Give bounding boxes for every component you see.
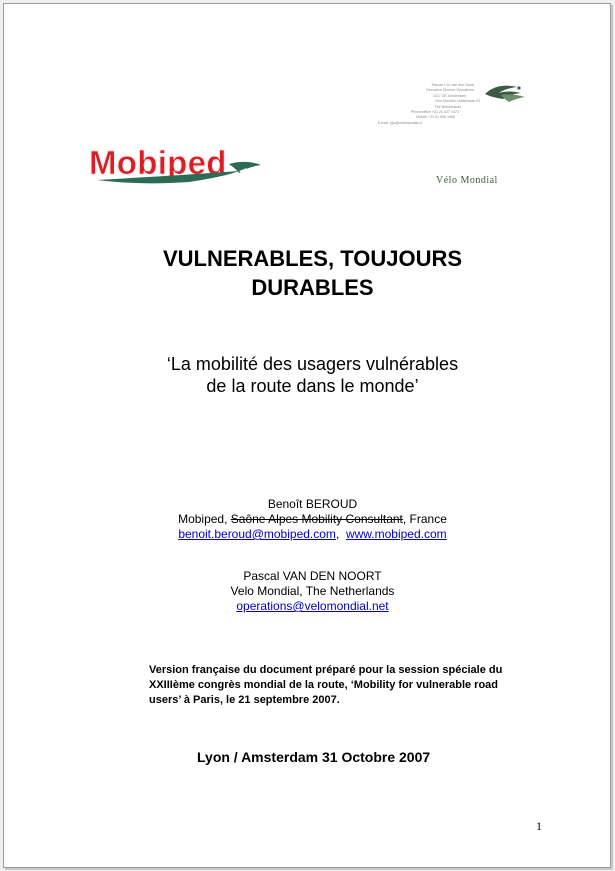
- author-1-org-suffix: , France: [402, 512, 447, 526]
- mobiped-wordmark: Mobiped: [89, 144, 227, 181]
- title-line-1: VULNERABLES, TOUJOURS: [162, 246, 463, 271]
- place-date: Lyon / Amsterdam 31 Octobre 2007: [197, 749, 431, 765]
- author-2-email-link[interactable]: operations@velomondial.net: [236, 599, 389, 613]
- page-subtitle: [4, 353, 615, 397]
- author-1-org-prefix: Mobiped,: [178, 512, 231, 526]
- author-1-separator: ,: [335, 527, 346, 541]
- version-note-line-1: Version française du document préparé pour la session spéciale du: [149, 664, 503, 676]
- author-block-2: [4, 569, 615, 614]
- author-1-email-link[interactable]: benoit.beroud@mobiped.com: [178, 527, 336, 541]
- author-2-affiliation: Velo Mondial, The Netherlands: [230, 584, 395, 598]
- subtitle-line-2: de la route dans le monde’: [206, 376, 419, 396]
- page-title: [4, 244, 615, 302]
- velo-mondial-bird-icon: [483, 82, 529, 104]
- version-note-line-2: XXIIIème congrès mondial de la route, ‘Mobility for vulnerable road: [149, 679, 499, 691]
- version-note: [149, 663, 559, 708]
- mobiped-logo: [89, 144, 267, 188]
- page-number: 1: [536, 819, 542, 833]
- letterhead-address-2: Velo Mondial Leidsekade 23: [435, 99, 480, 104]
- letterhead-name: Pascal J.W. van den Noort: [431, 83, 474, 87]
- author-2-contacts: [4, 599, 615, 614]
- author-1-name: Benoît BEROUD: [267, 497, 358, 511]
- author-1-contacts: [4, 527, 615, 542]
- letterhead-phone: Phone/office +31 20 627 0473: [411, 110, 459, 115]
- mobiped-swoosh-icon: [89, 144, 267, 188]
- version-note-line-3: users’ à Paris, le 21 septembre 2007.: [149, 694, 340, 706]
- letterhead-address-3: The Netherlands: [434, 104, 461, 109]
- author-1-affiliation: [4, 512, 615, 527]
- letterhead-mobile: Mobile +31 61 996 1668: [416, 115, 455, 120]
- subtitle-line-1: ‘La mobilité des usagers vulnérables: [166, 354, 459, 374]
- author-block-1: [4, 497, 615, 542]
- author-1-website-link[interactable]: www.mobiped.com: [345, 527, 447, 541]
- letterhead-address-1: 1117 GE Amsterdam: [433, 93, 466, 98]
- author-2-name: Pascal VAN DEN NOORT: [243, 569, 382, 583]
- author-1-org-struck: Saône Alpes Mobility Consultant: [230, 512, 403, 526]
- title-line-2: DURABLES: [251, 275, 374, 300]
- letterhead-email: E-mail: pjw@velomondial.nl: [377, 120, 422, 125]
- velo-mondial-logo: Vélo Mondial: [436, 175, 498, 186]
- document-page: [3, 3, 611, 868]
- letterhead-role: Executive Director Operations: [426, 88, 474, 93]
